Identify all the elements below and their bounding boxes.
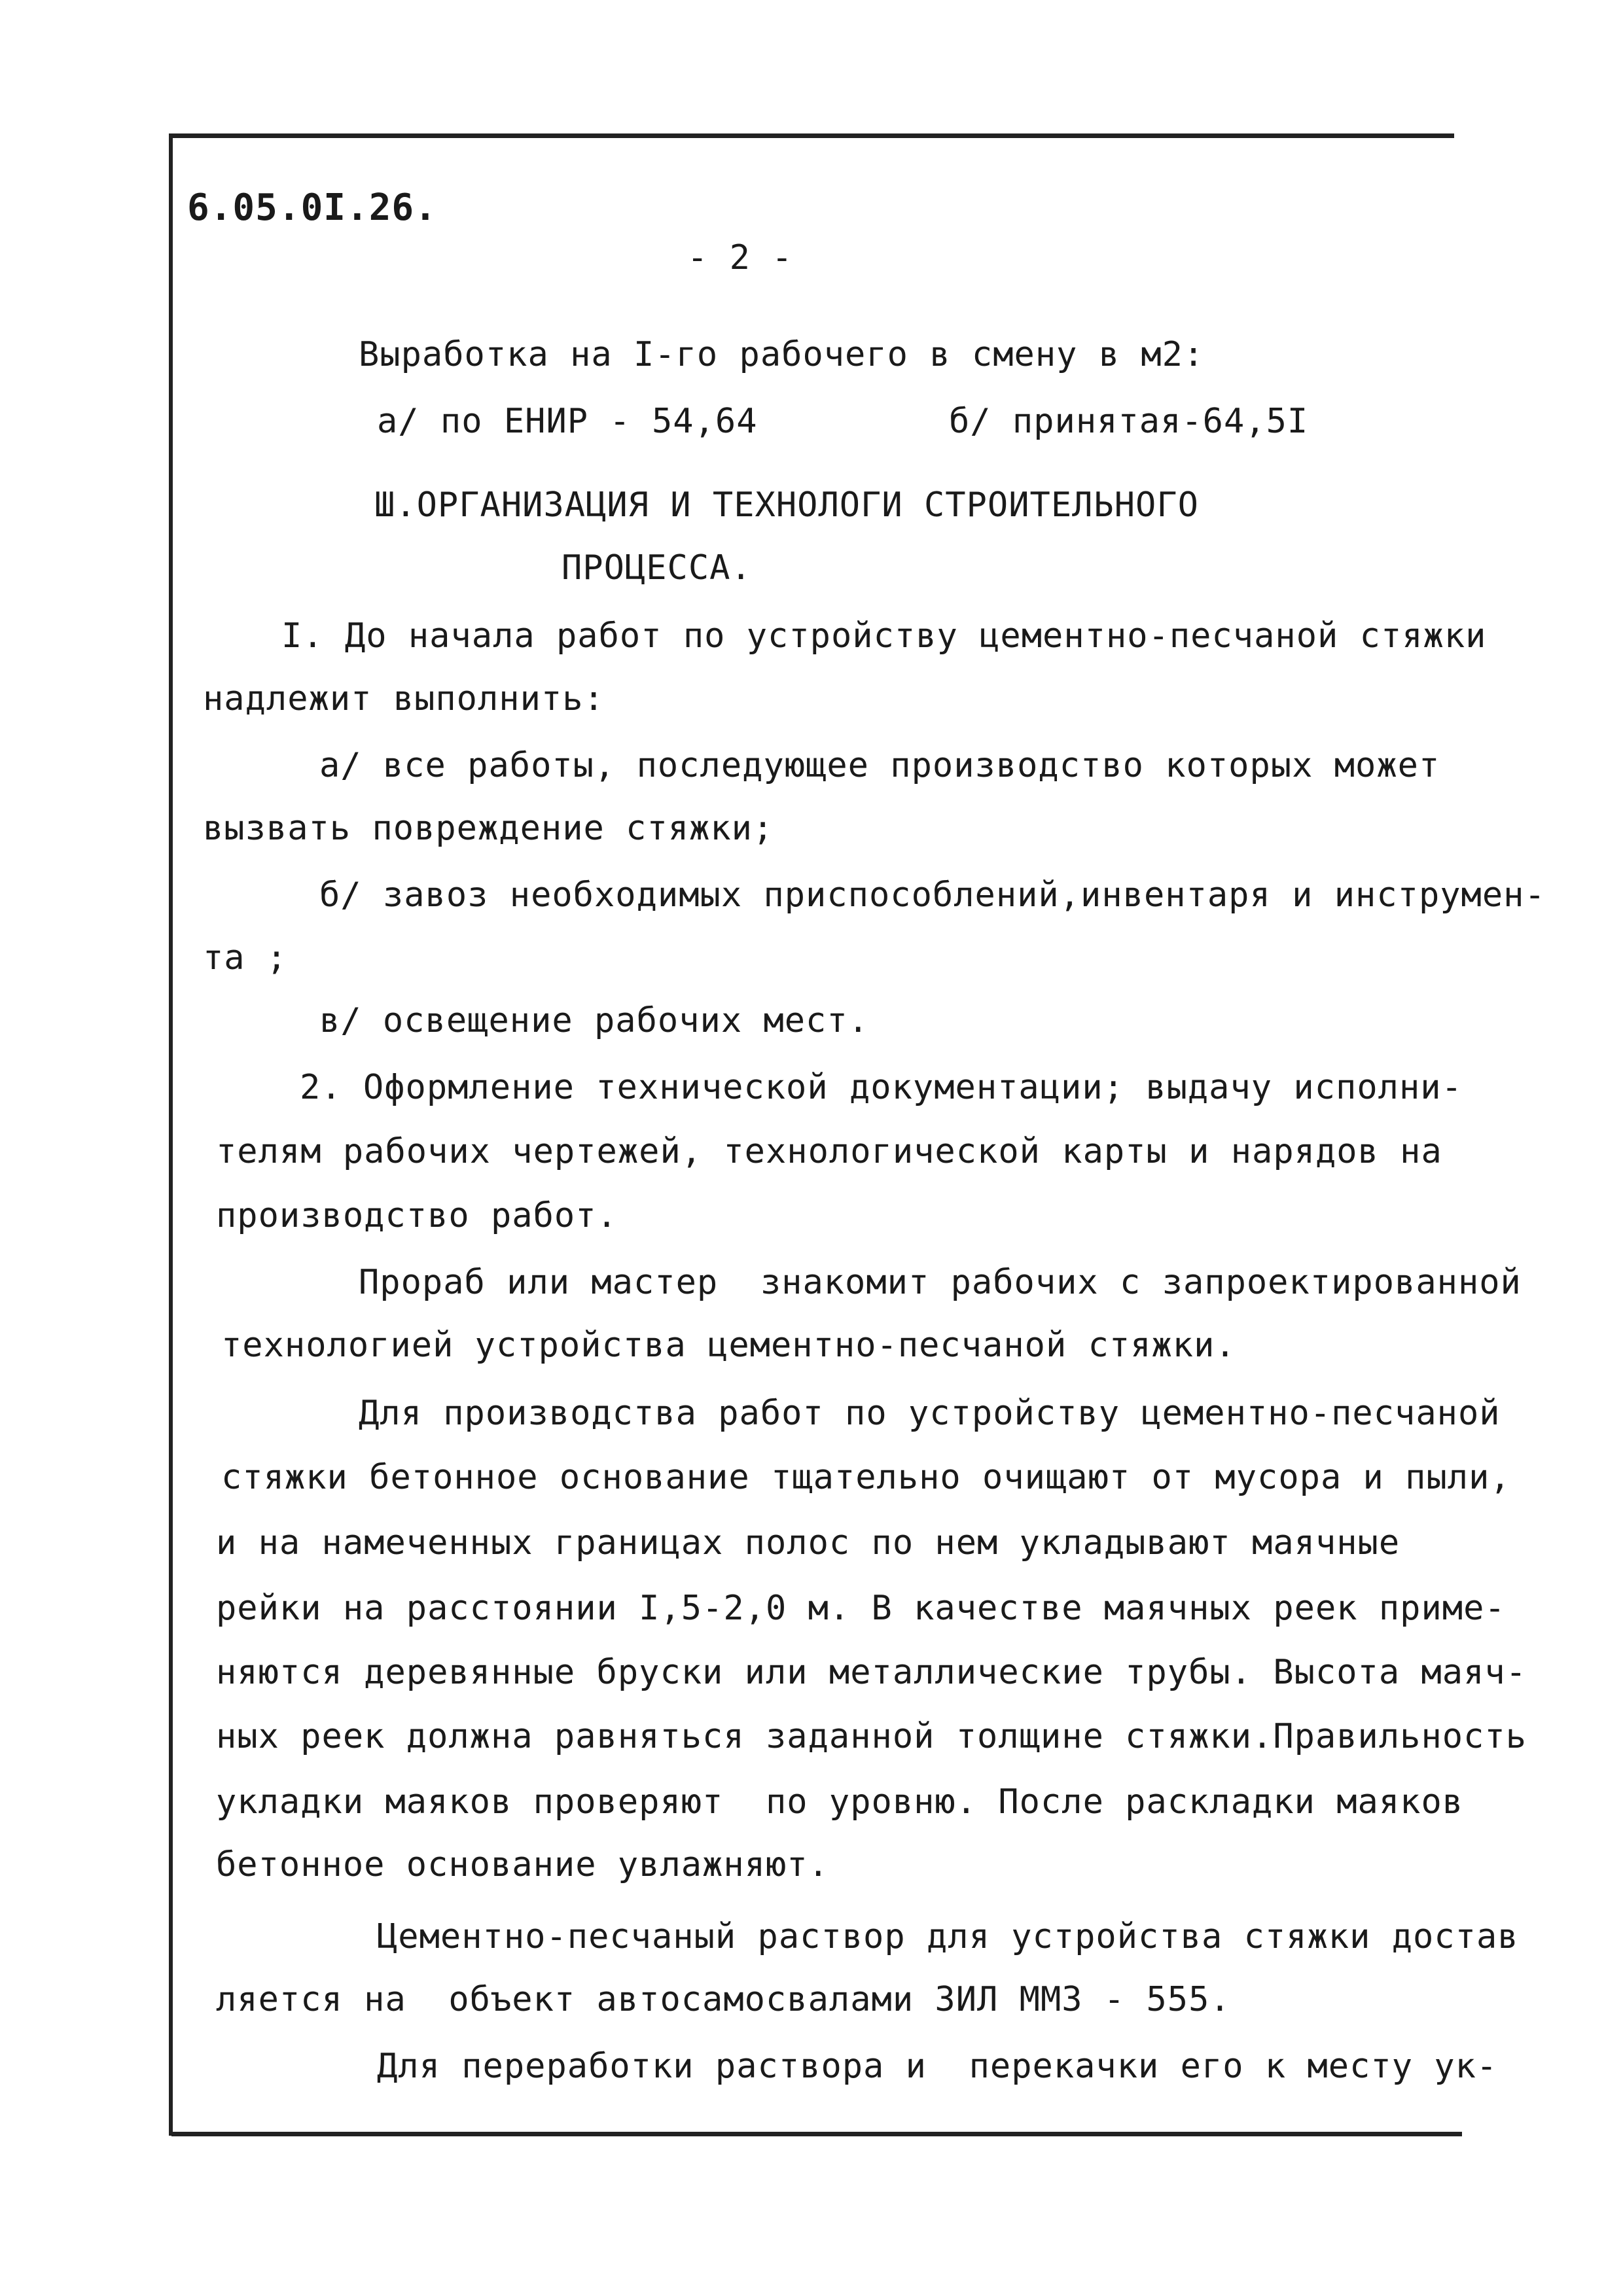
body-line: стяжки бетонное основание тщательно очищают от мусора и пыли,	[221, 1458, 1511, 1497]
body-line: а/ все работы, последующее производство которых может	[319, 746, 1440, 785]
page-frame-bottom-rule	[171, 2132, 1462, 2136]
body-line: бетонное основание увлажняют.	[216, 1845, 829, 1884]
page-frame-top-rule	[171, 133, 1454, 138]
body-line: Для переработки раствора и перекачки его к месту ук-	[377, 2047, 1498, 2086]
section-title-line-1: Ш.ОРГАНИЗАЦИЯ И ТЕХНОЛОГИ СТРОИТЕЛЬНОГО	[374, 486, 1199, 525]
body-line: б/ завоз необходимых приспособлений,инвентаря и инструмен-	[319, 875, 1546, 915]
page-frame-left-rule	[169, 133, 173, 2136]
body-line: 2. Оформление технической документации; выдачу исполни-	[300, 1068, 1463, 1107]
body-line: Цементно-песчаный раствор для устройства стяжки достав	[377, 1917, 1519, 1956]
document-code: 6.05.0I.26.	[187, 186, 437, 229]
body-line: няются деревянные бруски или металлические трубы. Высота маяч-	[216, 1653, 1527, 1692]
body-line: и на намеченных границах полос по нем укладывают маячные	[216, 1523, 1400, 1563]
body-line: технологией устройства цементно-песчаной стяжки.	[221, 1326, 1236, 1365]
body-line: вызвать повреждение стяжки;	[203, 809, 774, 848]
section-title-line-2: ПРОЦЕССА.	[562, 548, 752, 588]
body-line: Для производства работ по устройству цементно-песчаной	[359, 1394, 1501, 1433]
body-line: рейки на расстоянии I,5-2,0 м. В качестве маячных реек приме-	[216, 1589, 1506, 1628]
body-line: надлежит выполнить:	[203, 679, 605, 718]
body-line: та ;	[203, 938, 288, 978]
body-line: I. До начала работ по устройству цементно-песчаной стяжки	[281, 616, 1487, 656]
body-line: ных реек должна равняться заданной толщине стяжки.Правильность	[216, 1717, 1527, 1756]
body-line: телям рабочих чертежей, технологической карты и нарядов на	[216, 1132, 1442, 1171]
body-line: укладки маяков проверяют по уровню. После раскладки маяков	[216, 1782, 1464, 1822]
output-value-enir: а/ по ЕНИР - 54,64	[377, 402, 758, 441]
output-value-accepted: б/ принятая-64,5I	[949, 402, 1309, 441]
body-line: ляется на объект автосамосвалами ЗИЛ ММЗ - 555.	[216, 1980, 1231, 2019]
body-line: в/ освещение рабочих мест.	[319, 1001, 869, 1040]
body-line: производство работ.	[216, 1196, 618, 1235]
output-heading: Выработка на I-го рабочего в смену в м2:	[359, 335, 1205, 374]
page-number: - 2 -	[687, 238, 793, 277]
body-line: Прораб или мастер знакомит рабочих с запроектированной	[359, 1263, 1522, 1302]
